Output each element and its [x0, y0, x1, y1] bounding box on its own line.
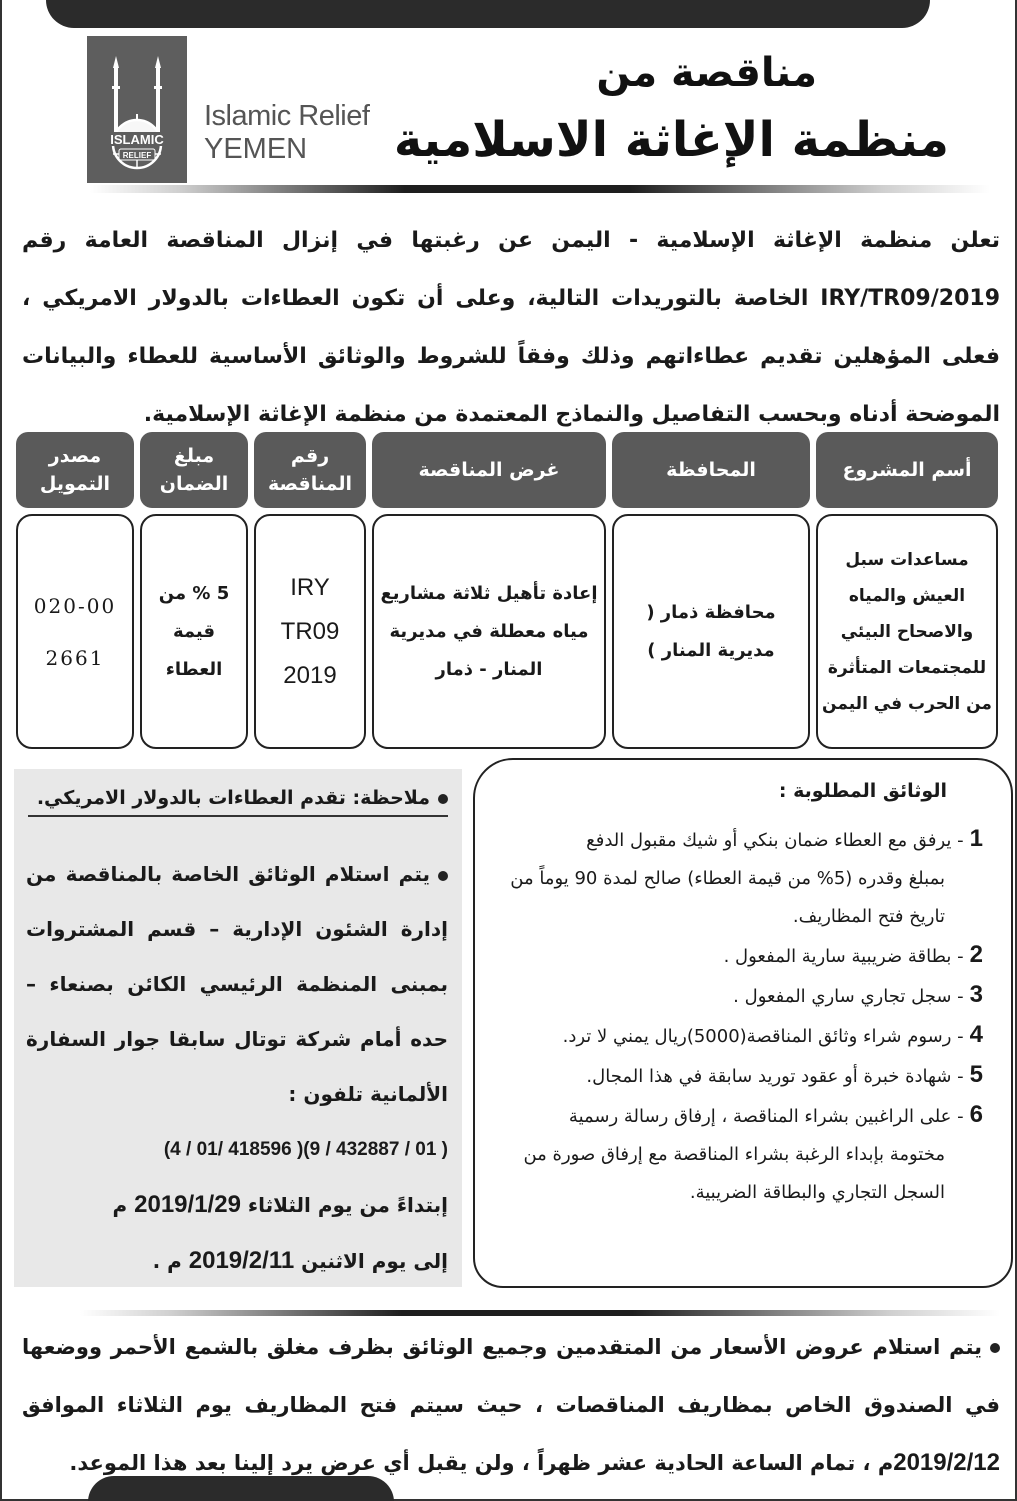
required-document-item: [483, 976, 983, 1016]
logo-text-islamic: ISLAMIC: [110, 132, 164, 147]
required-document-item: [483, 1056, 983, 1096]
footer-opening-date: 2019/2/12: [893, 1449, 1000, 1476]
item-number: 1: [969, 825, 983, 852]
tender-table: [8, 432, 998, 752]
cell-project-name: مساعدات سبل العيش والمياه والاصحاح البيئي للمجتمعات المتأثرة من الحرب في اليمن: [816, 514, 998, 749]
page-title-line-1: مناقصة من: [596, 50, 817, 96]
note-end-date-line: إلى يوم الاثنين 2019/2/11 م .: [152, 1247, 448, 1274]
note-start-date: 2019/1/29: [134, 1191, 241, 1218]
required-documents-title: الوثائق المطلوبة :: [778, 780, 947, 802]
cell-purpose: إعادة تأهيل ثلاثة مشاريع مياه معطلة في مديرية المنار - ذمار: [372, 514, 606, 749]
item-continuation: بمبلغ وقدره (5% من قيمة العطاء) صالح لمدة 90 يوماً من تاريخ فتح المظاريف.: [510, 868, 945, 927]
item-text: - شهادة خبرة أو عقود توريد سابقة في هذا المجال.: [586, 1066, 964, 1087]
cell-governorate: محافظة ذمار ( مديرية المنار ): [612, 514, 810, 749]
item-text: - رسوم شراء وثائق المناقصة(5000)ريال يمني لا ترد.: [562, 1026, 964, 1047]
required-documents-box: [473, 758, 1013, 1288]
item-text: - بطاقة ضريبية سارية المفعول .: [723, 946, 964, 967]
brand-name: [204, 100, 369, 166]
footer-text-1: يتم استلام عروض الأسعار من المتقدمين وجميع الوثائق بظرف مغلق بالشمع الأحمر ووضعها في الصندوق الخاص بمظاريف المناقصات ، حيث سيتم فتح المظاريف يوم الثلاثاء الموافق: [22, 1335, 1000, 1417]
mosque-globe-icon: [87, 36, 187, 183]
note-body-text: يتم استلام الوثائق الخاصة بالمناقصة من إدارة الشئون الإدارية – قسم المشتروات بمبنى المنظمة الرئيسي الكائن بصنعاء – حده أمام شركة توتال سابقا جوار السفارة الألمانية تلفون :: [26, 862, 448, 1106]
required-document-item: [483, 1016, 983, 1056]
brand-line-1: Islamic Relief: [204, 100, 370, 132]
header-project-name: أسم المشروع: [816, 432, 998, 508]
item-text: - على الراغبين بشراء المناقصة ، إرفاق رسالة رسمية: [568, 1106, 964, 1127]
header-tender-number: رقم المناقصة: [254, 432, 366, 508]
item-number: 5: [969, 1061, 983, 1088]
header-guarantee: مبلغ الضمان: [140, 432, 248, 508]
footer-text-2: م ، تمام الساعة الحادية عشر ظهراً ، ولن يقبل أي عرض يرد إلينا بعد هذا الموعد.: [69, 1451, 894, 1475]
section-divider: [80, 1310, 1000, 1316]
item-text: - يرفق مع العطاء ضمان بنكي أو شيك مقبول الدفع: [586, 830, 964, 851]
top-decorative-bar: [46, 0, 930, 28]
header-purpose: غرض المناقصة: [372, 432, 606, 508]
note-headline: ملاحظة: تقدم العطاءات بالدولار الامريكي.: [28, 787, 448, 817]
bullet-icon: [990, 1343, 1000, 1353]
item-number: 4: [969, 1021, 983, 1048]
note-phones: (4 / 01/ 418596 )(9 / 432887 / 01 ): [163, 1139, 448, 1160]
page-title-line-2: منظمة الإغاثة الاسلامية: [393, 112, 949, 168]
logo-text-relief: RELIEF: [122, 151, 152, 160]
bullet-icon: [438, 871, 448, 881]
brand-line-2: YEMEN: [204, 133, 308, 165]
required-document-item: [483, 1096, 983, 1212]
bottom-decorative-bar: [88, 1476, 394, 1501]
cell-funding-source: 020-002661: [16, 514, 134, 749]
item-continuation: مختومة بإبداء الرغبة بشراء المناقصة مع إرفاق صورة من السجل التجاري والبطاقة الضريبية.: [523, 1144, 945, 1203]
bullet-icon: [438, 794, 448, 804]
islamic-relief-logo: [87, 36, 187, 183]
header-governorate: المحافظة: [612, 432, 810, 508]
item-text: - سجل تجاري ساري المفعول .: [733, 986, 964, 1007]
required-documents-list: [483, 820, 983, 1212]
required-document-item: [483, 820, 983, 936]
note-start-date-line: إبتداءً من يوم الثلاثاء 2019/1/29 م: [112, 1191, 448, 1218]
cell-guarantee: 5 % من قيمة العطاء: [140, 514, 248, 749]
required-document-item: [483, 936, 983, 976]
item-number: 3: [969, 981, 983, 1008]
note-box: [14, 769, 462, 1287]
note-body: [26, 847, 448, 1289]
intro-paragraph: تعلن منظمة الإغاثة الإسلامية - اليمن عن رغبتها في إنزال المناقصة العامة رقم IRY/TR09/2019 الخاصة بالتوريدات التالية، وعلى أن تكون العطاءات بالدولار الامريكي ، فعلى المؤهلين تقديم عطاءاتهم وذلك وفقاً للشروط والوثائق الأساسية للعطاء والبيانات الموضحة أدناه وبحسب التفاصيل والنماذج المعتمدة من منظمة الإغاثة الإسلامية.: [22, 228, 1000, 427]
item-number: 2: [969, 941, 983, 968]
footer-paragraph: [22, 1318, 1000, 1492]
header-funding-source: مصدر التمويل: [16, 432, 134, 508]
cell-tender-number: IRY TR09 2019: [254, 514, 366, 749]
header-divider: [90, 185, 990, 193]
note-end-date: 2019/2/11: [188, 1247, 295, 1274]
item-number: 6: [969, 1101, 983, 1128]
